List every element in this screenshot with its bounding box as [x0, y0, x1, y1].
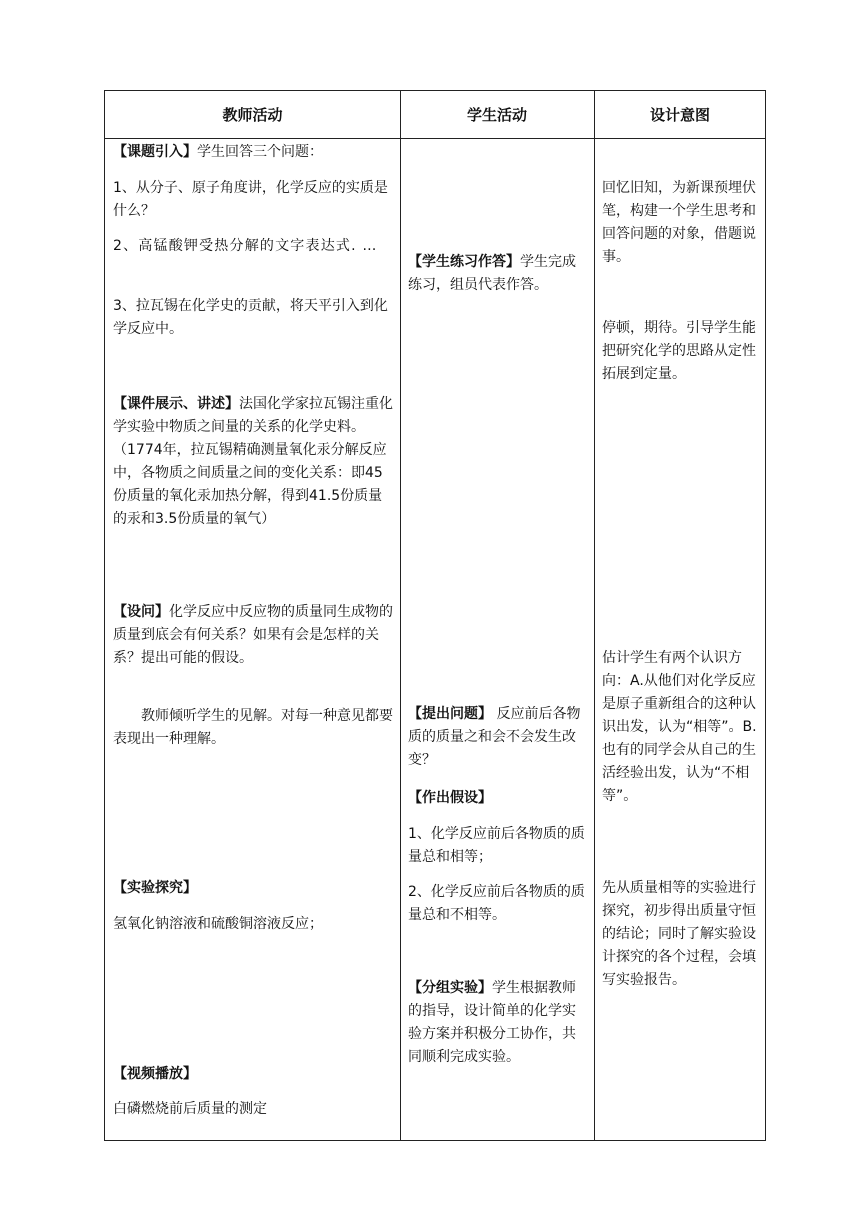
header-design-intent: 设计意图 — [649, 106, 710, 124]
experiment-title: 【实验探究】 — [113, 880, 197, 896]
question-2: 2、高锰酸钾受热分解的文字表达式. … — [113, 238, 378, 254]
group-experiment-title: 【分组实验】 — [408, 980, 492, 996]
group-experiment-paragraph — [408, 977, 588, 1069]
practice-paragraph — [408, 251, 588, 297]
intro-text: 学生回答三个问题： — [197, 144, 323, 160]
question-paragraph — [113, 601, 395, 670]
column-divider — [594, 91, 595, 1140]
practice-text: 学生完成练习，组员代表作答。 — [408, 254, 576, 293]
hypothesis-1: 1、化学反应前后各物质的质量总和相等； — [408, 826, 585, 865]
raise-question-paragraph — [408, 703, 588, 772]
question-text: 化学反应中反应物的质量同生成物的质量到底会有何关系？如果有会是怎样的关系？提出可能的假设。 — [113, 604, 393, 666]
design-intent-3: 估计学生有两个认识方向：A.从他们对化学反应是原子重新组合的这种认识出发，认为“相等”。B.也有的同学会从自己的生活经验出发，认为“不相等”。 — [602, 650, 757, 804]
video-text: 白磷燃烧前后质量的测定 — [113, 1101, 267, 1117]
design-intent-2: 停顿，期待。引导学生能把研究化学的思路从定性拓展到定量。 — [602, 320, 756, 382]
header-teacher-activity: 教师活动 — [222, 106, 283, 124]
header-divider — [105, 138, 765, 139]
question-title: 【设问】 — [113, 604, 169, 620]
listen-paragraph: 教师倾听学生的见解。对每一种意见都要表现出一种理解。 — [113, 708, 393, 747]
video-title: 【视频播放】 — [113, 1066, 197, 1082]
question-3: 3、拉瓦锡在化学史的贡献，将天平引入到化学反应中。 — [113, 298, 388, 337]
practice-title: 【学生练习作答】 — [408, 254, 520, 270]
raise-question-title: 【提出问题】 — [408, 706, 492, 722]
intro-title: 【课题引入】 — [113, 144, 197, 160]
raise-question-text: 反应前后各物质的质量之和会不会发生改变？ — [408, 706, 581, 768]
intro-paragraph — [113, 141, 395, 164]
courseware-text: 法国化学家拉瓦锡注重化学实验中物质之间量的关系的化学史料。（1774年，拉瓦锡精确测量氧化汞分解反应中，各物质之间质量之间的变化关系：即45份质量的氧化汞加热分解，得到41.5份质量的汞和3.5份质量的氧气） — [113, 396, 393, 527]
courseware-paragraph — [113, 393, 395, 531]
question-1: 1、从分子、原子角度讲，化学反应的实质是什么？ — [113, 180, 388, 219]
hypothesis-2: 2、化学反应前后各物质的质量总和不相等。 — [408, 884, 585, 923]
courseware-title: 【课件展示、讲述】 — [113, 396, 239, 412]
hypothesis-title: 【作出假设】 — [408, 790, 492, 806]
group-experiment-text: 学生根据教师的指导，设计简单的化学实验方案并积极分工协作，共同顺利完成实验。 — [408, 980, 576, 1065]
column-divider — [400, 91, 401, 1140]
lesson-plan-table — [104, 90, 766, 1141]
design-intent-1: 回忆旧知，为新课预埋伏笔，构建一个学生思考和回答问题的对象，借题说事。 — [602, 180, 756, 265]
header-student-activity: 学生活动 — [466, 106, 527, 124]
experiment-text: 氢氧化钠溶液和硫酸铜溶液反应； — [113, 916, 323, 932]
design-intent-4: 先从质量相等的实验进行探究，初步得出质量守恒的结论；同时了解实验设计探究的各个过程，会填写实验报告。 — [602, 880, 756, 988]
